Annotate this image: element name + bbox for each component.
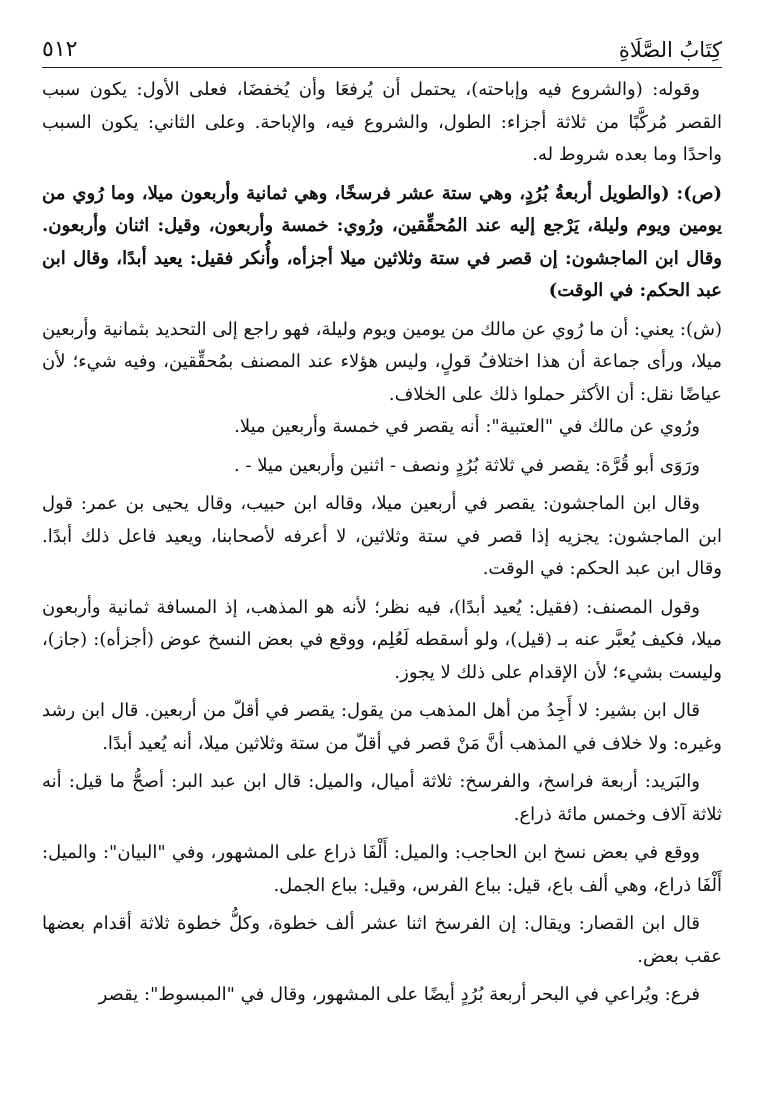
page-body: [42, 74, 722, 1012]
paragraph-commentary-9: ووقع في بعض نسخ ابن الحاجب: والميل: أَلْفَا ذراع على المشهور، وفي "البيان": والميل: أَلْفَا ذراع، وهي ألف باع، قيل: بباع الفرس، وقيل: بباع الجمل.: [42, 842, 722, 896]
paragraph-commentary-8: والبَريد: أربعة فراسخ، والفرسخ: ثلاثة أميال، والميل: قال ابن عبد البر: أصحُّ ما قيل: أنه ثلاثة آلاف وخمس مائة ذراع.: [42, 771, 722, 825]
paragraph-commentary-1: وقوله: (والشروع فيه وإباحته)، يحتمل أن يُرفعَا وأن يُخفضَا، فعلى الأول: يكون سبب القصر مُركَّبًا من ثلاثة أجزاء: الطول، والشروع فيه، والإباحة. وعلى الثاني: يكون السبب واحدًا وما بعده شروط له.: [42, 79, 722, 165]
paragraph-commentary-2: (ش): يعني: أن ما رُوي عن مالك من يومين ويوم وليلة، فهو راجع إلى التحديد بثمانية وأربعين ميلا، ورأى جماعة أن هذا اختلافُ قولٍ، وليس هؤلاء عند المصنف بمُحقِّقين، وفيه شيء؛ لأن عياضًا نقل: أن الأكثر حملوا ذلك على الخلاف.: [42, 318, 722, 405]
paragraph-commentary-10: قال ابن القصار: ويقال: إن الفرسخ اثنا عشر ألف خطوة، وكلُّ خطوة ثلاثة أقدام بعضها عقب بعض.: [42, 913, 722, 967]
paragraph-main-text: (ص): (والطويل أربعةُ بُرُدٍ، وهي ستة عشر فرسخًا، وهي ثمانية وأربعون ميلا، وما رُوي من يومين ويوم وليلة، يَرْجع إليه عند المُحقِّقين، ورُوي: خمسة وأربعون، وقيل: اثنان وأربعون. وقال ابن الماجشون: إن قصر في ستة وثلاثين ميلا أجزأه، وأُنكر فقيل: يعيد أبدًا، وقال ابن عبد الحكم: في الوقت): [42, 182, 722, 301]
paragraph-commentary-3: ورُوي عن مالك في "العتبية": أنه يقصر في خمسة وأربعين ميلا.: [234, 416, 700, 437]
page-header: [42, 28, 722, 68]
paragraph-commentary-4: ورَوَى أبو قُرَّة: يقصر في ثلاثة بُرُدٍ ونصف - اثنين وأربعين ميلا - .: [234, 454, 700, 476]
paragraph-commentary-5: وقال ابن الماجشون: يقصر في أربعين ميلا، وقاله ابن حبيب، وقال يحيى بن عمر: قول ابن الماجشون: يجزيه إذا قصر في ستة وثلاثين، لا أعرفه لأصحابنا، ويعيد فاعل ذلك أبدًا. وقال ابن عبد الحكم: في الوقت.: [42, 493, 722, 579]
page-number: ٥١٢: [42, 37, 78, 62]
paragraph-commentary-7: قال ابن بشير: لا أَجِدُ من أهل المذهب من يقول: يقصر في أقلّ من أربعين. قال ابن رشد وغيره: ولا خلاف في المذهب أنَّ مَنْ قصر في أقلّ من ستة وثلاثين ميلا، أنه يُعيد أبدًا.: [42, 700, 722, 754]
paragraph-commentary-11: فرع: ويُراعي في البحر أربعة بُرُدٍ أيضًا على المشهور، وقال في "المبسوط": يقصر: [98, 984, 700, 1005]
paragraph-commentary-6: وقول المصنف: (فقيل: يُعيد أبدًا)، فيه نظر؛ لأنه هو المذهب، إذ المسافة ثمانية وأربعون ميلا، فكيف يُعبَّر عنه بـ (قيل)، ولو أسقطه لَعُلِم، ووقع في بعض النسخ عوض (أجزأه): (جاز)، وليست بشيء؛ لأن الإقدام على ذلك لا يجوز.: [42, 596, 722, 683]
running-title: كِتَابُ الصَّلَاةِ: [618, 38, 722, 62]
